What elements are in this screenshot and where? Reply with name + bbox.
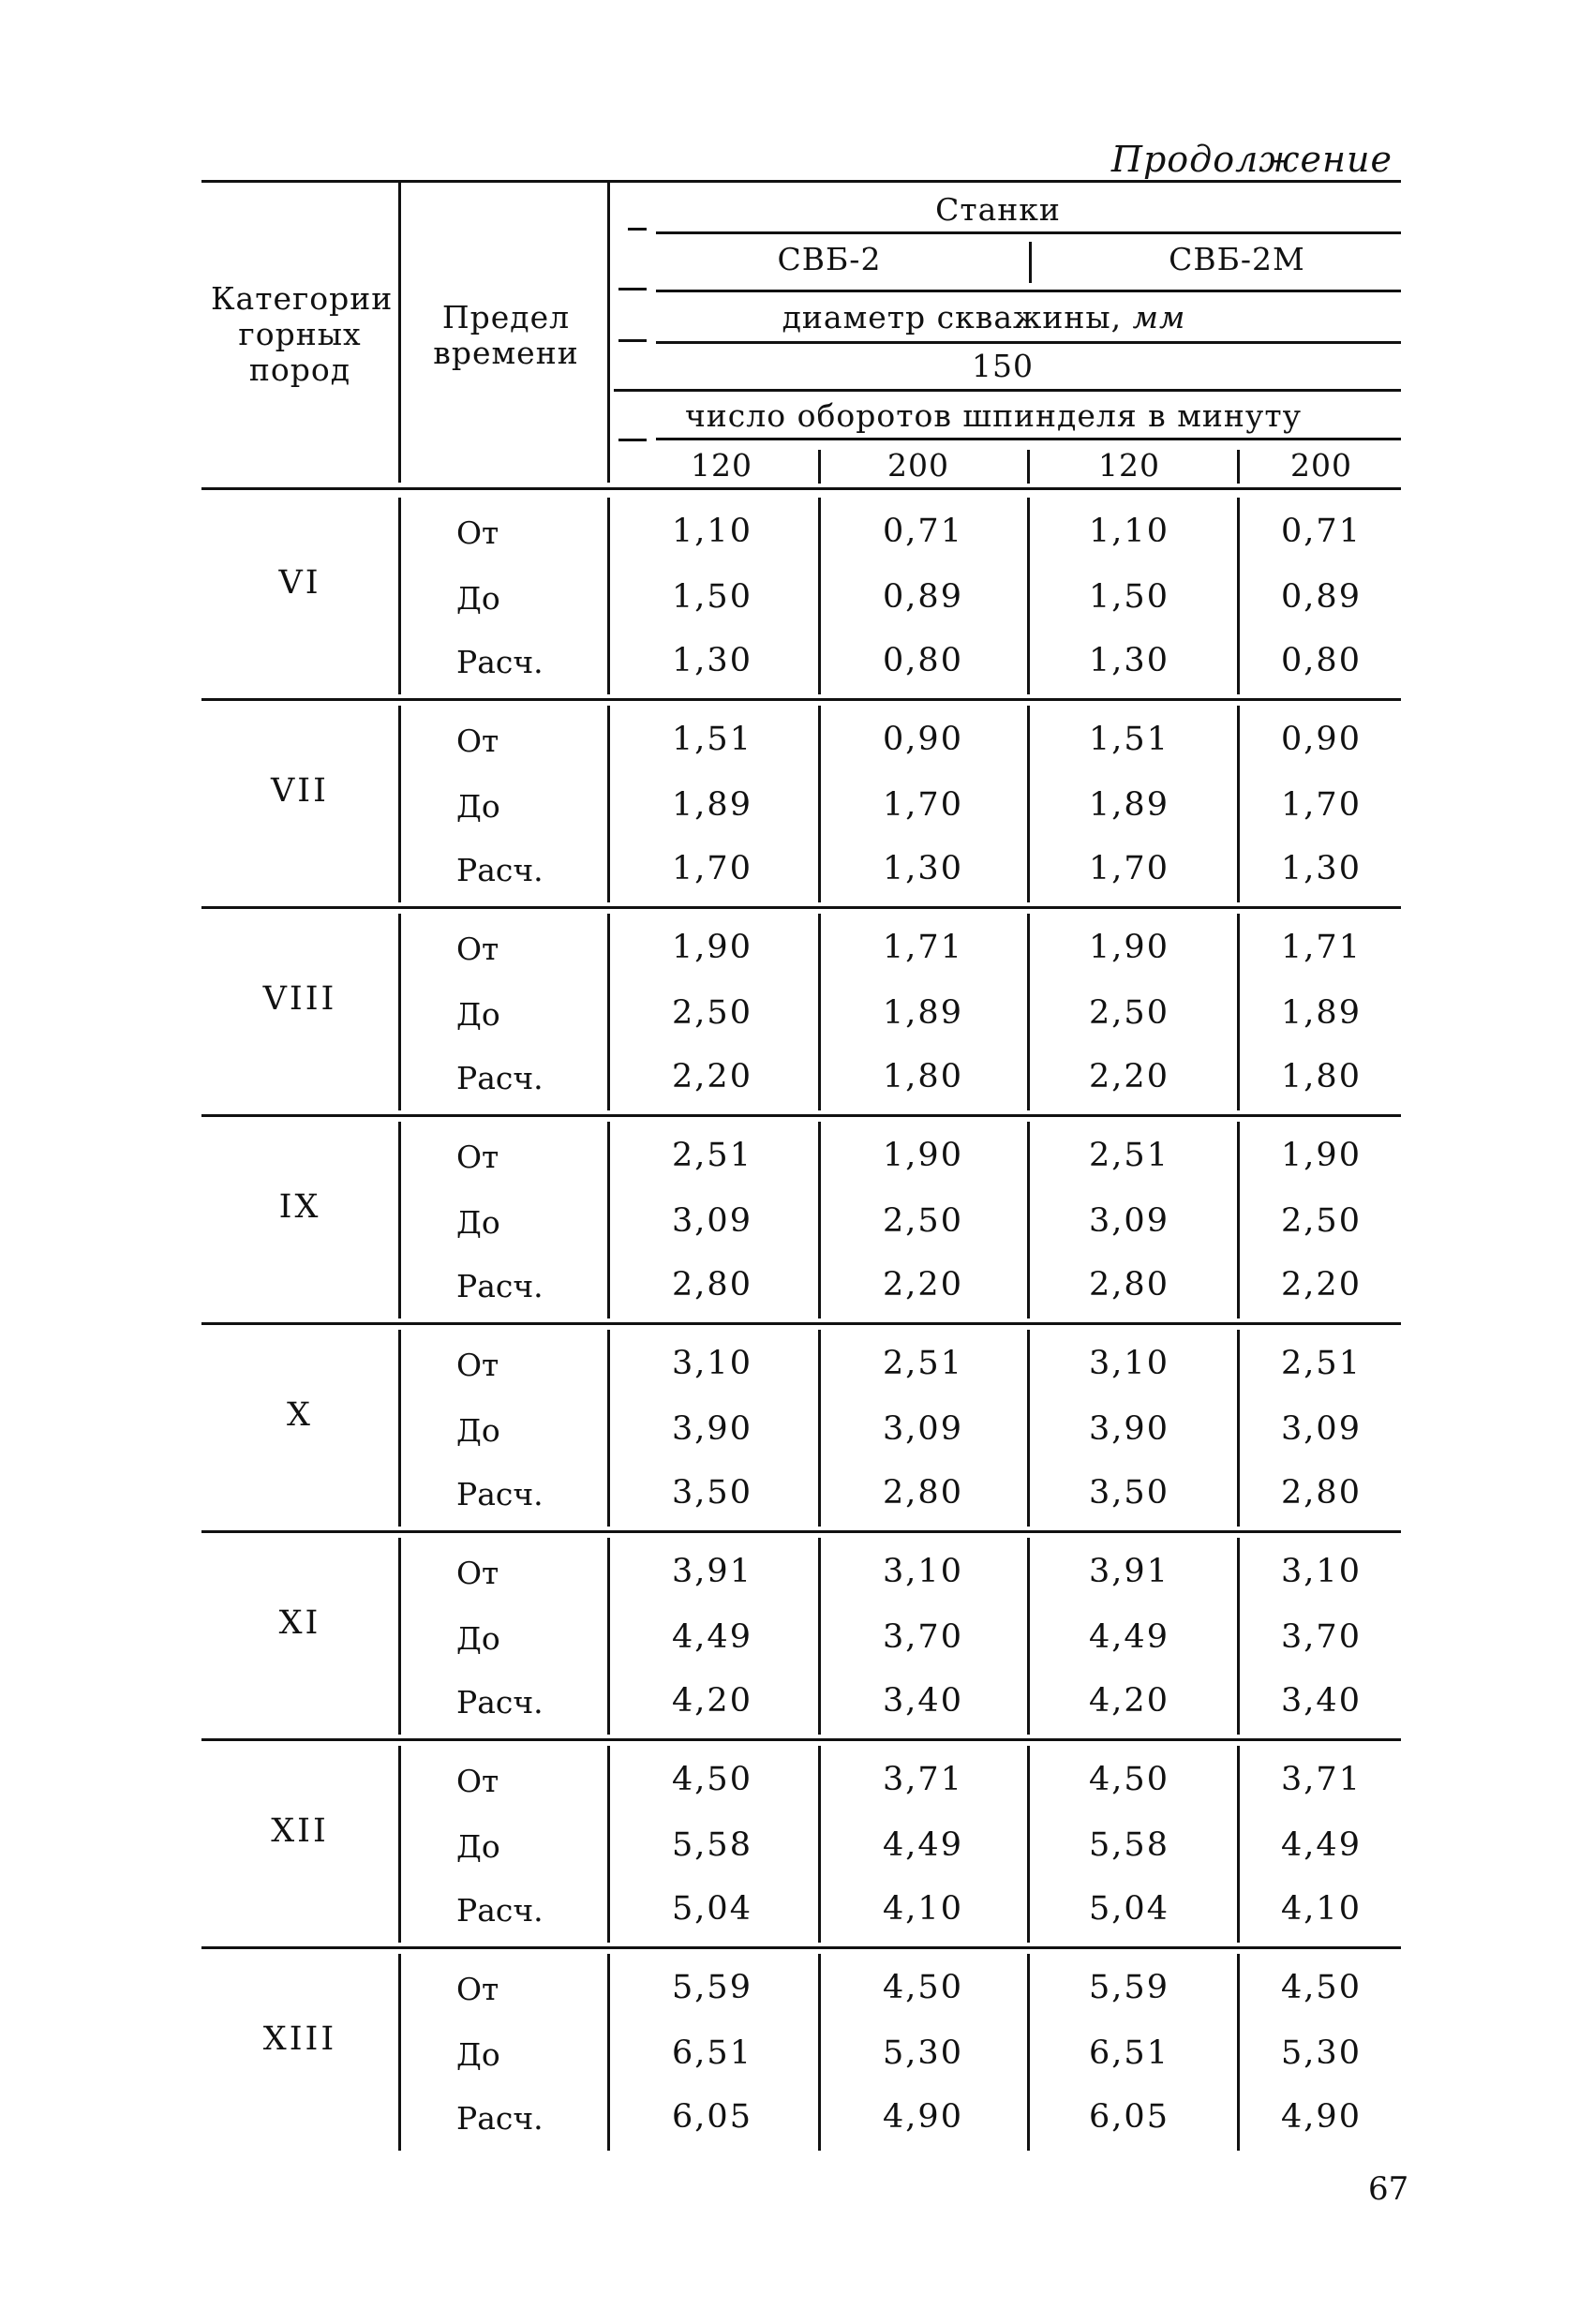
- header-tick: [618, 288, 647, 290]
- column-divider: [818, 1330, 821, 1527]
- table-cell: 2,80: [1281, 1474, 1362, 1512]
- table-cell: 4,10: [1281, 1890, 1362, 1928]
- limit-label: От: [456, 1971, 499, 2007]
- table-cell: 3,09: [1281, 1410, 1362, 1448]
- table-cell: 0,80: [883, 642, 963, 679]
- table-cell: 5,58: [1089, 1826, 1169, 1864]
- table-cell: 1,50: [672, 578, 752, 616]
- rpm-rule: [656, 438, 1401, 440]
- table-cell: 1,71: [1281, 929, 1362, 966]
- column-divider: [818, 1538, 821, 1735]
- table-cell: 2,50: [1089, 994, 1169, 1032]
- column-divider: [607, 1746, 610, 1943]
- table-cell: 2,50: [883, 1202, 963, 1240]
- column-divider: [1237, 1954, 1240, 2151]
- header-divider-2: [607, 183, 610, 483]
- table-cell: 0,90: [883, 721, 963, 758]
- category-label: XIII: [262, 2020, 337, 2058]
- limit-label: Расч.: [456, 2100, 544, 2137]
- table-cell: 5,30: [1281, 2034, 1362, 2072]
- table-cell: 3,50: [1089, 1474, 1169, 1512]
- table-cell: 4,50: [672, 1761, 752, 1798]
- limit-label: От: [456, 1763, 499, 1799]
- table-cell: 0,71: [883, 513, 963, 550]
- table-cell: 1,30: [1281, 850, 1362, 887]
- table-cell: 3,10: [672, 1345, 752, 1382]
- header-divider-1: [398, 183, 401, 483]
- table-cell: 2,80: [1089, 1266, 1169, 1304]
- column-divider: [607, 498, 610, 694]
- limit-label: Расч.: [456, 852, 544, 888]
- table-cell: 5,58: [672, 1826, 752, 1864]
- limit-label: До: [456, 788, 500, 825]
- table-cell: 2,20: [883, 1266, 963, 1304]
- table-cell: 2,20: [1281, 1266, 1362, 1304]
- column-divider: [607, 1330, 610, 1527]
- limit-label: От: [456, 1347, 499, 1383]
- column-divider: [1027, 1746, 1030, 1943]
- group-separator: [201, 1530, 1401, 1533]
- limit-label: Расч.: [456, 1060, 544, 1096]
- table-cell: 4,50: [1281, 1969, 1362, 2006]
- table-cell: 4,20: [672, 1682, 752, 1720]
- table-cell: 5,04: [672, 1890, 752, 1928]
- column-divider: [818, 498, 821, 694]
- table-cell: 6,05: [1089, 2098, 1169, 2136]
- machine-split: [1029, 242, 1032, 283]
- table-cell: 6,51: [672, 2034, 752, 2072]
- table-cell: 3,71: [883, 1761, 963, 1798]
- table-cell: 0,71: [1281, 513, 1362, 550]
- category-label: VI: [278, 564, 321, 602]
- table-cell: 1,90: [883, 1137, 963, 1174]
- table-cell: 1,50: [1089, 578, 1169, 616]
- table-cell: 2,50: [1281, 1202, 1362, 1240]
- header-bottom-rule: [201, 487, 1401, 490]
- machine-svb-2m: СВБ-2М: [1169, 241, 1305, 277]
- column-divider: [398, 1122, 401, 1318]
- table-cell: 1,30: [672, 642, 752, 679]
- table-cell: 3,09: [672, 1202, 752, 1240]
- limit-label: До: [456, 580, 500, 617]
- column-divider: [1237, 498, 1240, 694]
- table-cell: 1,90: [672, 929, 752, 966]
- rpm-header: число оборотов шпинделя в минуту: [684, 397, 1302, 434]
- table-cell: 3,70: [1281, 1618, 1362, 1656]
- table-cell: 3,40: [1281, 1682, 1362, 1720]
- column-divider: [1237, 914, 1240, 1110]
- table-cell: 4,50: [1089, 1761, 1169, 1798]
- table-cell: 4,49: [883, 1826, 963, 1864]
- table-cell: 6,51: [1089, 2034, 1169, 2072]
- limit-label: От: [456, 1139, 499, 1175]
- machine-names-rule: [656, 290, 1401, 292]
- column-divider: [818, 1954, 821, 2151]
- category-label: VIII: [262, 980, 337, 1018]
- column-divider: [1027, 706, 1030, 902]
- rpm-split-2: [1027, 450, 1030, 484]
- column-divider: [607, 1122, 610, 1318]
- table-cell: 1,70: [672, 850, 752, 887]
- table-cell: 3,10: [883, 1553, 963, 1590]
- column-divider: [1237, 1746, 1240, 1943]
- rpm-split-3: [1237, 450, 1240, 484]
- category-label: IX: [278, 1188, 321, 1226]
- group-separator: [201, 1114, 1401, 1117]
- column-divider: [398, 1954, 401, 2151]
- table-cell: 1,90: [1089, 929, 1169, 966]
- rpm-value: 120: [691, 447, 752, 484]
- limit-label: До: [456, 2036, 500, 2073]
- group-separator: [201, 1322, 1401, 1325]
- column-divider: [1237, 1122, 1240, 1318]
- column-divider: [1237, 706, 1240, 902]
- limit-column-header: Предел времени: [433, 299, 579, 371]
- table-cell: 3,71: [1281, 1761, 1362, 1798]
- table-cell: 3,10: [1281, 1553, 1362, 1590]
- table-cell: 5,04: [1089, 1890, 1169, 1928]
- table-cell: 2,80: [883, 1474, 963, 1512]
- table-cell: 3,50: [672, 1474, 752, 1512]
- table-cell: 3,09: [883, 1410, 963, 1448]
- column-divider: [398, 498, 401, 694]
- table-cell: 1,51: [1089, 721, 1169, 758]
- category-label: XII: [271, 1812, 329, 1850]
- header-tick: [618, 339, 647, 342]
- table-cell: 2,51: [883, 1345, 963, 1382]
- table-cell: 1,10: [672, 513, 752, 550]
- table-top-rule: [201, 180, 1401, 183]
- limit-label: Расч.: [456, 644, 544, 680]
- table-cell: 2,50: [672, 994, 752, 1032]
- table-cell: 4,50: [883, 1969, 963, 2006]
- table-cell: 1,90: [1281, 1137, 1362, 1174]
- table-cell: 1,71: [883, 929, 963, 966]
- table-cell: 0,80: [1281, 642, 1362, 679]
- table-cell: 4,49: [672, 1618, 752, 1656]
- diameter-unit: мм: [1132, 299, 1186, 335]
- continuation-label: Продолжение: [1110, 139, 1393, 180]
- table-cell: 1,51: [672, 721, 752, 758]
- table-cell: 2,20: [1089, 1058, 1169, 1095]
- table-cell: 2,80: [672, 1266, 752, 1304]
- category-label: XI: [278, 1604, 321, 1642]
- limit-label: До: [456, 1828, 500, 1865]
- table-cell: 3,40: [883, 1682, 963, 1720]
- table-cell: 4,49: [1281, 1826, 1362, 1864]
- table-cell: 5,59: [1089, 1969, 1169, 2006]
- table-cell: 1,70: [1281, 786, 1362, 824]
- diameter-rule: [656, 341, 1401, 344]
- table-cell: 4,49: [1089, 1618, 1169, 1656]
- rpm-split-1: [818, 450, 821, 484]
- table-cell: 1,89: [883, 994, 963, 1032]
- table-cell: 1,30: [883, 850, 963, 887]
- group-separator: [201, 698, 1401, 701]
- column-divider: [398, 914, 401, 1110]
- table-cell: 1,80: [1281, 1058, 1362, 1095]
- limit-label: Расч.: [456, 1268, 544, 1304]
- column-divider: [1027, 1330, 1030, 1527]
- rpm-value: 120: [1098, 447, 1160, 484]
- page-number: 67: [1368, 2170, 1409, 2208]
- table-cell: 5,30: [883, 2034, 963, 2072]
- column-divider: [398, 1538, 401, 1735]
- table-cell: 3,09: [1089, 1202, 1169, 1240]
- table-cell: 4,90: [1281, 2098, 1362, 2136]
- column-divider: [818, 1122, 821, 1318]
- category-label: X: [287, 1396, 313, 1434]
- table-cell: 1,70: [1089, 850, 1169, 887]
- column-divider: [818, 914, 821, 1110]
- column-divider: [1027, 1122, 1030, 1318]
- group-separator: [201, 906, 1401, 909]
- header-tick: [618, 439, 647, 441]
- table-cell: 2,20: [672, 1058, 752, 1095]
- table-cell: 6,05: [672, 2098, 752, 2136]
- table-cell: 3,91: [672, 1553, 752, 1590]
- table-cell: 2,51: [672, 1137, 752, 1174]
- limit-label: До: [456, 1412, 500, 1449]
- rpm-value: 200: [1290, 447, 1352, 484]
- table-cell: 4,90: [883, 2098, 963, 2136]
- machines-rule: [656, 231, 1401, 234]
- column-divider: [607, 1538, 610, 1735]
- machines-header: Станки: [935, 191, 1061, 228]
- column-divider: [1027, 1538, 1030, 1735]
- column-divider: [607, 1954, 610, 2151]
- limit-label: От: [456, 931, 499, 967]
- table-cell: 1,89: [1089, 786, 1169, 824]
- diameter-header: [768, 300, 1199, 335]
- table-cell: 4,10: [883, 1890, 963, 1928]
- column-divider: [398, 706, 401, 902]
- limit-label: До: [456, 1204, 500, 1241]
- table-cell: 5,59: [672, 1969, 752, 2006]
- table-cell: 3,70: [883, 1618, 963, 1656]
- table-cell: 2,51: [1089, 1137, 1169, 1174]
- column-divider: [1027, 1954, 1030, 2151]
- limit-label: Расч.: [456, 1476, 544, 1512]
- column-divider: [607, 706, 610, 902]
- table-cell: 1,89: [1281, 994, 1362, 1032]
- table-cell: 0,90: [1281, 721, 1362, 758]
- header-tick: [628, 228, 647, 231]
- table-cell: 1,10: [1089, 513, 1169, 550]
- rpm-value: 200: [887, 447, 949, 484]
- column-divider: [607, 914, 610, 1110]
- limit-label: От: [456, 723, 499, 759]
- column-divider: [1237, 1538, 1240, 1735]
- category-column-header: Категории горных пород: [211, 280, 394, 388]
- limit-label: От: [456, 1555, 499, 1591]
- limit-label: От: [456, 514, 499, 551]
- table-cell: 0,89: [883, 578, 963, 616]
- limit-label: До: [456, 996, 500, 1033]
- column-divider: [1027, 498, 1030, 694]
- table-cell: 1,30: [1089, 642, 1169, 679]
- diameter-label: диаметр скважины,: [782, 299, 1123, 335]
- table-cell: 3,90: [1089, 1410, 1169, 1448]
- column-divider: [398, 1746, 401, 1943]
- table-cell: 3,10: [1089, 1345, 1169, 1382]
- table-cell: 1,80: [883, 1058, 963, 1095]
- limit-label: Расч.: [456, 1892, 544, 1929]
- group-separator: [201, 1738, 1401, 1741]
- group-separator: [201, 1946, 1401, 1949]
- diameter-value-rule: [614, 389, 1401, 392]
- table-cell: 4,20: [1089, 1682, 1169, 1720]
- column-divider: [1237, 1330, 1240, 1527]
- limit-label: До: [456, 1620, 500, 1657]
- diameter-value: 150: [972, 348, 1034, 384]
- column-divider: [398, 1330, 401, 1527]
- column-divider: [1027, 914, 1030, 1110]
- column-divider: [818, 706, 821, 902]
- table-cell: 1,70: [883, 786, 963, 824]
- machine-svb-2: СВБ-2: [777, 241, 882, 277]
- table-cell: 1,89: [672, 786, 752, 824]
- table-cell: 2,51: [1281, 1345, 1362, 1382]
- table-cell: 3,91: [1089, 1553, 1169, 1590]
- category-label: VII: [271, 772, 329, 810]
- table-cell: 3,90: [672, 1410, 752, 1448]
- column-divider: [818, 1746, 821, 1943]
- table-cell: 0,89: [1281, 578, 1362, 616]
- limit-label: Расч.: [456, 1684, 544, 1721]
